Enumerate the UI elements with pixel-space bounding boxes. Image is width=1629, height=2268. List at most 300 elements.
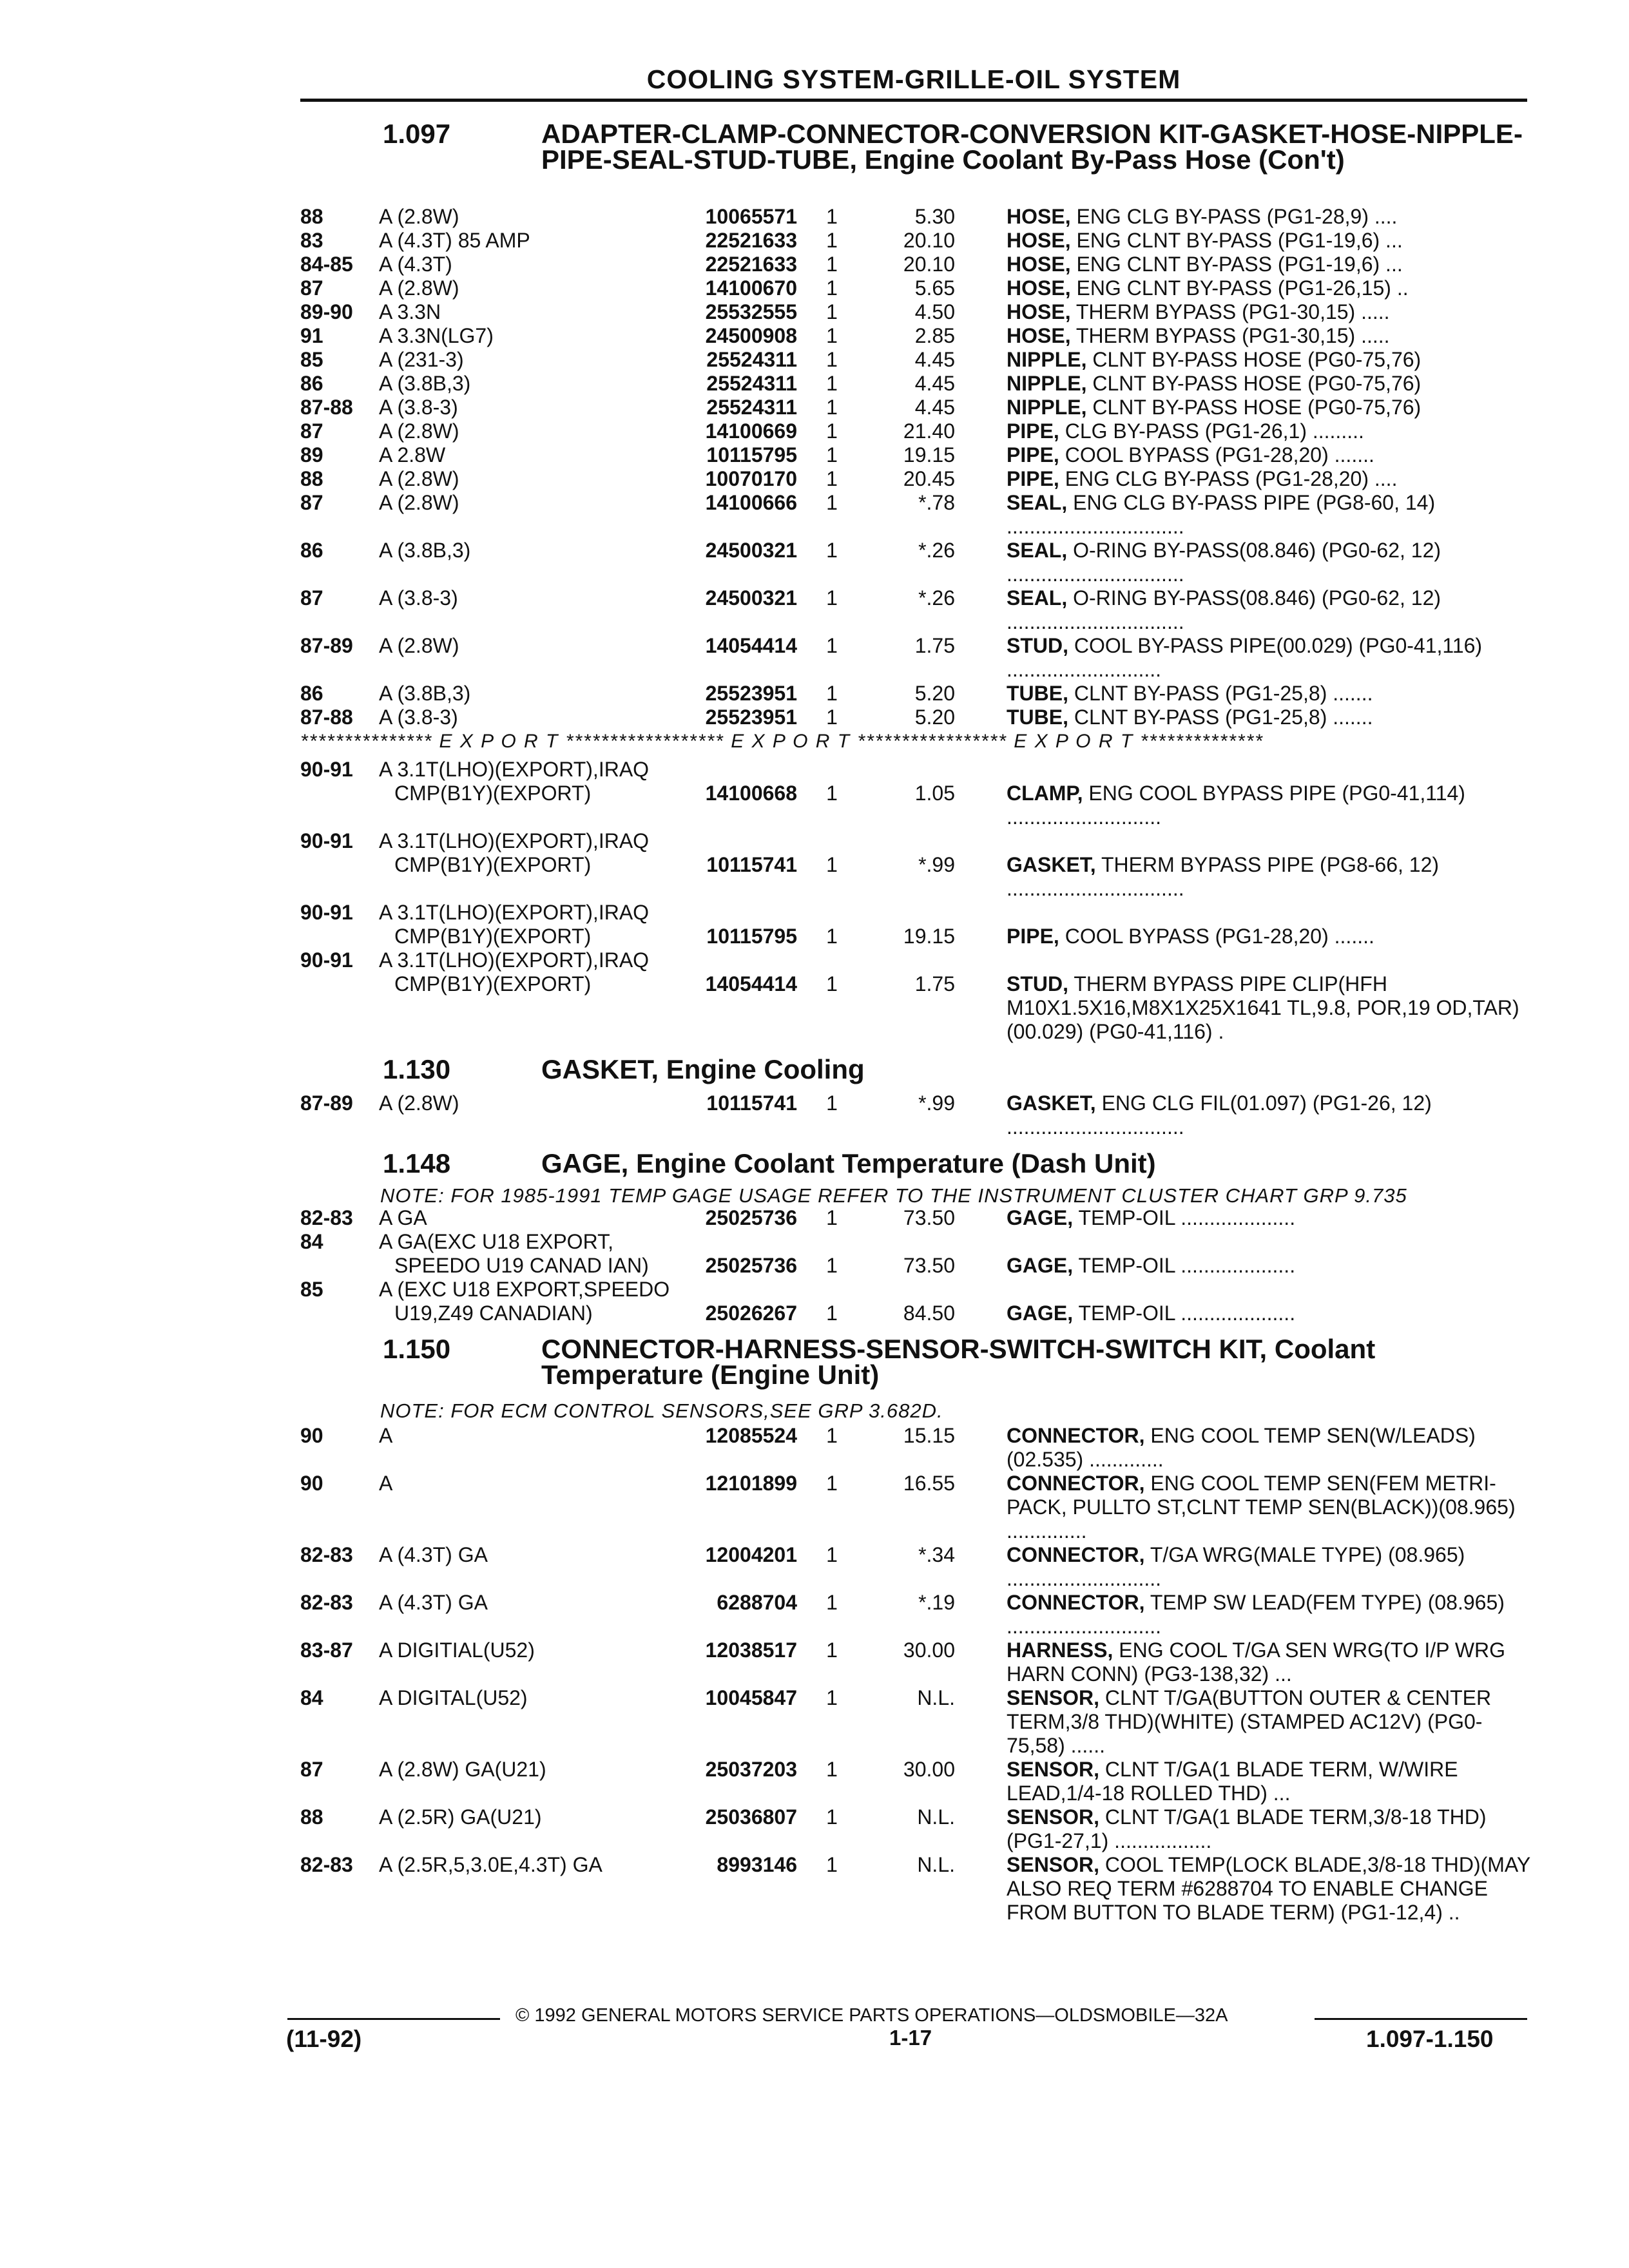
part-row xyxy=(300,348,1531,372)
quantity: 1 xyxy=(826,300,838,323)
part-number: 24500908 xyxy=(705,324,797,347)
quantity: 1 xyxy=(826,925,838,948)
model-years: 83-87 xyxy=(300,1639,353,1662)
model-years: 87-89 xyxy=(300,1091,353,1115)
quantity: 1 xyxy=(826,1805,838,1829)
part-row xyxy=(300,1543,1531,1591)
quantity: 1 xyxy=(826,1543,838,1566)
part-row xyxy=(300,1424,1531,1472)
part-name xyxy=(955,1591,1531,1639)
usage-line: A (4.3T) GA xyxy=(379,1591,488,1614)
parts-list-1097 xyxy=(300,205,1531,729)
usage-description xyxy=(379,758,678,805)
usage-description xyxy=(379,1091,678,1115)
usage-description xyxy=(379,491,678,515)
part-number: 24500321 xyxy=(705,539,797,562)
quantity: 1 xyxy=(826,467,838,490)
part-name-detail: THERM BYPASS PIPE CLIP(HFH M10X1.5X16,M8X1X25X1641 TL,9.8, POR,19 OD,TAR)(00.029) (PG0-41,116) . xyxy=(1007,972,1519,1043)
quantity: 1 xyxy=(826,782,838,805)
part-number: 25524311 xyxy=(706,348,797,371)
usage-description xyxy=(379,1278,678,1325)
price: 20.10 xyxy=(903,229,955,252)
part-number: 22521633 xyxy=(705,229,797,252)
part-number: 6288704 xyxy=(717,1591,797,1614)
part-name xyxy=(955,901,1531,948)
part-name-keyword: SENSOR, xyxy=(1007,1805,1100,1829)
price: *.19 xyxy=(918,1591,955,1614)
model-years: 85 xyxy=(300,1278,323,1301)
price: *.99 xyxy=(918,853,955,876)
quantity: 1 xyxy=(826,205,838,228)
quantity: 1 xyxy=(826,1686,838,1709)
model-years: 87-89 xyxy=(300,634,353,657)
usage-line: A (2.8W) xyxy=(379,634,459,657)
usage-description xyxy=(379,1591,678,1615)
part-name xyxy=(955,1230,1531,1278)
quantity: 1 xyxy=(826,1591,838,1614)
usage-line: CMP(B1Y)(EXPORT) xyxy=(394,925,592,948)
usage-line: A (2.8W) xyxy=(379,205,459,228)
model-years: 85 xyxy=(300,348,323,371)
usage-line: CMP(B1Y)(EXPORT) xyxy=(394,853,592,876)
part-name xyxy=(955,1278,1531,1325)
quantity: 1 xyxy=(826,1206,838,1229)
price: *.26 xyxy=(918,586,955,610)
part-name-keyword: SENSOR, xyxy=(1007,1853,1100,1876)
part-name-keyword: HOSE, xyxy=(1007,253,1071,276)
part-row xyxy=(300,706,1531,729)
part-name xyxy=(955,1853,1531,1925)
price: 5.20 xyxy=(914,682,955,705)
part-name-detail: THERM BYPASS (PG1-30,15) ..... xyxy=(1070,324,1390,347)
part-name-detail: T/GA WRG(MALE TYPE) (08.965) ........................... xyxy=(1007,1543,1465,1590)
part-name-detail: ENG CLG FIL(01.097) (PG1-26, 12) ............................... xyxy=(1007,1091,1432,1139)
price: 20.10 xyxy=(903,253,955,276)
part-name-detail: ENG CLG BY-PASS PIPE (PG8-60, 14) ............................... xyxy=(1007,491,1436,538)
quantity: 1 xyxy=(826,682,838,705)
part-name-detail: CLNT BY-PASS HOSE (PG0-75,76) xyxy=(1086,396,1422,419)
part-name-keyword: CLAMP, xyxy=(1007,782,1083,805)
part-number: 25523951 xyxy=(705,682,797,705)
part-name-keyword: STUD, xyxy=(1007,634,1068,657)
model-years: 90-91 xyxy=(300,948,353,972)
part-number: 25025736 xyxy=(705,1254,797,1277)
part-name xyxy=(955,491,1531,539)
section-number: 1.130 xyxy=(383,1054,451,1084)
usage-line: A GA xyxy=(379,1206,427,1229)
part-row xyxy=(300,253,1531,276)
usage-line: A (4.3T) 85 AMP xyxy=(379,229,530,252)
price: N.L. xyxy=(917,1686,955,1709)
part-name-detail: COOL BYPASS (PG1-28,20) ....... xyxy=(1059,925,1374,948)
part-name-detail: TEMP-OIL .................... xyxy=(1073,1206,1296,1229)
part-row xyxy=(300,300,1531,324)
part-row xyxy=(300,829,1531,901)
usage-line: A (2.8W) xyxy=(379,1091,459,1115)
price: 4.45 xyxy=(914,372,955,395)
part-number: 24500321 xyxy=(705,586,797,610)
part-name-detail: TEMP SW LEAD(FEM TYPE) (08.965) ........................... xyxy=(1007,1591,1505,1638)
part-name xyxy=(955,348,1531,372)
usage-line: A DIGITAL(U52) xyxy=(379,1686,528,1709)
usage-line: A (3.8-3) xyxy=(379,396,458,419)
part-number: 14100666 xyxy=(705,491,797,514)
quantity: 1 xyxy=(826,853,838,876)
part-name-keyword: GASKET, xyxy=(1007,853,1096,876)
part-name-detail: ENG CLNT BY-PASS (PG1-19,6) ... xyxy=(1070,229,1403,252)
part-name xyxy=(955,1758,1531,1805)
quantity: 1 xyxy=(826,324,838,347)
export-banner: *************** E X P O R T ****************** E X P O R T ***************** E X P O R T ************** xyxy=(300,731,1264,752)
part-name xyxy=(955,829,1531,901)
usage-line: A (3.8B,3) xyxy=(379,682,471,705)
model-years: 87-88 xyxy=(300,396,353,419)
part-row xyxy=(300,539,1531,586)
part-number: 10115795 xyxy=(706,443,797,466)
usage-line: A (3.8B,3) xyxy=(379,539,471,562)
part-name xyxy=(955,1543,1531,1591)
usage-description xyxy=(379,1230,678,1278)
part-row xyxy=(300,1758,1531,1805)
note-1148: NOTE: FOR 1985-1991 TEMP GAGE USAGE REFER TO THE INSTRUMENT CLUSTER CHART GRP 9.735 xyxy=(380,1184,1407,1207)
quantity: 1 xyxy=(826,972,838,995)
part-number: 25532555 xyxy=(705,300,797,323)
part-number: 12038517 xyxy=(705,1639,797,1662)
usage-line: A 3.1T(LHO)(EXPORT),IRAQ xyxy=(379,948,650,972)
part-row xyxy=(300,443,1531,467)
quantity: 1 xyxy=(826,1091,838,1115)
part-number: 25036807 xyxy=(705,1805,797,1829)
price: 1.75 xyxy=(914,972,955,995)
part-name-detail: THERM BYPASS (PG1-30,15) ..... xyxy=(1070,300,1390,323)
quantity: 1 xyxy=(826,1853,838,1876)
usage-description xyxy=(379,205,678,229)
part-row xyxy=(300,1230,1531,1278)
part-name-keyword: CONNECTOR, xyxy=(1007,1543,1145,1566)
model-years: 87-88 xyxy=(300,706,353,729)
part-name-detail: ENG CLNT BY-PASS (PG1-19,6) ... xyxy=(1070,253,1403,276)
model-years: 89 xyxy=(300,443,323,466)
part-number: 14100670 xyxy=(705,276,797,300)
part-row xyxy=(300,586,1531,634)
quantity: 1 xyxy=(826,396,838,419)
part-name-keyword: SEAL, xyxy=(1007,586,1068,610)
usage-description xyxy=(379,1472,678,1495)
part-row xyxy=(300,758,1531,829)
usage-description xyxy=(379,467,678,491)
price: 1.75 xyxy=(914,634,955,657)
part-name-keyword: SENSOR, xyxy=(1007,1758,1100,1781)
part-name xyxy=(955,1639,1531,1686)
part-name-keyword: SEAL, xyxy=(1007,539,1068,562)
price: 5.20 xyxy=(914,706,955,729)
footer-rule-right xyxy=(1315,2018,1527,2020)
price: N.L. xyxy=(917,1853,955,1876)
part-row xyxy=(300,396,1531,419)
part-name-keyword: HOSE, xyxy=(1007,205,1071,228)
usage-description xyxy=(379,229,678,253)
section-title: ADAPTER-CLAMP-CONNECTOR-CONVERSION KIT-GASKET-HOSE-NIPPLE-PIPE-SEAL-STUD-TUBE, Engine Coolant By-Pass Hose (Con't) xyxy=(541,119,1523,175)
usage-description xyxy=(379,396,678,419)
part-name xyxy=(955,1805,1531,1853)
model-years: 82-83 xyxy=(300,1206,353,1229)
model-years: 82-83 xyxy=(300,1853,353,1876)
model-years: 88 xyxy=(300,1805,323,1829)
part-name-keyword: NIPPLE, xyxy=(1007,396,1087,419)
part-name xyxy=(955,300,1531,324)
part-number: 25524311 xyxy=(706,396,797,419)
usage-description xyxy=(379,419,678,443)
part-name xyxy=(955,205,1531,229)
usage-description xyxy=(379,539,678,562)
note-1150: NOTE: FOR ECM CONTROL SENSORS,SEE GRP 3.682D. xyxy=(380,1399,943,1422)
model-years: 90-91 xyxy=(300,901,353,924)
price: 4.45 xyxy=(914,396,955,419)
usage-description xyxy=(379,1543,678,1567)
parts-list-1150 xyxy=(300,1424,1531,1925)
model-years: 88 xyxy=(300,205,323,228)
usage-line: A (2.8W) xyxy=(379,276,459,300)
part-number: 10070170 xyxy=(705,467,797,490)
part-name xyxy=(955,758,1531,829)
quantity: 1 xyxy=(826,443,838,466)
part-name-keyword: NIPPLE, xyxy=(1007,348,1087,371)
footer-copyright: © 1992 GENERAL MOTORS SERVICE PARTS OPERATIONS—OLDSMOBILE—32A xyxy=(516,2005,1228,2026)
quantity: 1 xyxy=(826,229,838,252)
price: *.26 xyxy=(918,539,955,562)
part-name-detail: ENG COOL BYPASS PIPE (PG0-41,114) ........................... xyxy=(1007,782,1465,829)
model-years: 89-90 xyxy=(300,300,353,323)
part-name-detail: ENG CLG BY-PASS (PG1-28,20) .... xyxy=(1059,467,1398,490)
part-number: 12004201 xyxy=(705,1543,797,1566)
usage-description xyxy=(379,1424,678,1448)
part-name xyxy=(955,706,1531,729)
part-name xyxy=(955,324,1531,348)
usage-description xyxy=(379,948,678,996)
usage-line: A 2.8W xyxy=(379,443,446,466)
model-years: 82-83 xyxy=(300,1543,353,1566)
usage-description xyxy=(379,1686,678,1710)
part-name-detail: CLNT T/GA(1 BLADE TERM,3/8-18 THD) (PG1-27,1) ................. xyxy=(1007,1805,1487,1852)
part-name-keyword: TUBE, xyxy=(1007,682,1068,705)
page-header: COOLING SYSTEM-GRILLE-OIL SYSTEM xyxy=(300,64,1527,102)
part-name-detail: CLNT BY-PASS HOSE (PG0-75,76) xyxy=(1086,372,1422,395)
usage-description xyxy=(379,253,678,276)
usage-line: A GA(EXC U18 EXPORT, xyxy=(379,1230,613,1253)
usage-description xyxy=(379,901,678,948)
part-row xyxy=(300,1805,1531,1853)
quantity: 1 xyxy=(826,372,838,395)
part-row xyxy=(300,1639,1531,1686)
model-years: 90-91 xyxy=(300,758,353,781)
part-name-keyword: PIPE, xyxy=(1007,925,1059,948)
part-row xyxy=(300,491,1531,539)
usage-line: A 3.3N xyxy=(379,300,441,323)
part-name-keyword: HOSE, xyxy=(1007,276,1071,300)
parts-list-1148 xyxy=(300,1206,1531,1325)
part-number: 25025736 xyxy=(705,1206,797,1229)
quantity: 1 xyxy=(826,586,838,610)
usage-description xyxy=(379,324,678,348)
usage-description xyxy=(379,443,678,467)
section-1148-heading xyxy=(303,1148,1527,1178)
price: 5.65 xyxy=(914,276,955,300)
usage-line: A (3.8-3) xyxy=(379,586,458,610)
part-name xyxy=(955,276,1531,300)
part-row xyxy=(300,1472,1531,1543)
part-row xyxy=(300,372,1531,396)
price: 19.15 xyxy=(903,925,955,948)
price: 1.05 xyxy=(914,782,955,805)
part-name xyxy=(955,372,1531,396)
part-row xyxy=(300,467,1531,491)
part-name xyxy=(955,634,1531,682)
part-name xyxy=(955,1206,1531,1230)
part-name xyxy=(955,1686,1531,1758)
usage-line: A (231-3) xyxy=(379,348,464,371)
part-name xyxy=(955,1424,1531,1472)
usage-line: A (3.8B,3) xyxy=(379,372,471,395)
part-name-detail: TEMP-OIL .................... xyxy=(1073,1254,1296,1277)
quantity: 1 xyxy=(826,1472,838,1495)
part-name-detail: O-RING BY-PASS(08.846) (PG0-62, 12) ............................... xyxy=(1007,539,1441,586)
part-row xyxy=(300,1091,1531,1139)
quantity: 1 xyxy=(826,491,838,514)
model-years: 84 xyxy=(300,1686,323,1709)
part-number: 25037203 xyxy=(705,1758,797,1781)
part-row xyxy=(300,634,1531,682)
part-name-keyword: CONNECTOR, xyxy=(1007,1591,1145,1614)
footer-date: (11-92) xyxy=(286,2026,362,2052)
part-name-keyword: STUD, xyxy=(1007,972,1068,995)
part-row xyxy=(300,1686,1531,1758)
part-name-detail: CLNT BY-PASS (PG1-25,8) ....... xyxy=(1068,706,1373,729)
part-name-keyword: CONNECTOR, xyxy=(1007,1472,1145,1495)
section-1130-heading xyxy=(303,1054,1527,1084)
part-row xyxy=(300,1206,1531,1230)
price: 15.15 xyxy=(903,1424,955,1447)
section-title: GAGE, Engine Coolant Temperature (Dash Unit) xyxy=(541,1148,1156,1178)
part-number: 8993146 xyxy=(717,1853,797,1876)
section-title: CONNECTOR-HARNESS-SENSOR-SWITCH-SWITCH KIT, Coolant Temperature (Engine Unit) xyxy=(541,1334,1376,1390)
model-years: 90 xyxy=(300,1424,323,1447)
part-name xyxy=(955,1091,1531,1139)
part-name-keyword: NIPPLE, xyxy=(1007,372,1087,395)
part-name-detail: ENG CLG BY-PASS (PG1-28,9) .... xyxy=(1070,205,1398,228)
model-years: 87 xyxy=(300,276,323,300)
part-row xyxy=(300,1591,1531,1639)
usage-line: A 3.3N(LG7) xyxy=(379,324,494,347)
part-name-detail: ENG COOL TEMP SEN(W/LEADS)(02.535) ............. xyxy=(1007,1424,1476,1471)
price: *.78 xyxy=(918,491,955,514)
part-row xyxy=(300,205,1531,229)
model-years: 88 xyxy=(300,467,323,490)
part-name-detail: CLNT BY-PASS HOSE (PG0-75,76) xyxy=(1086,348,1422,371)
footer-range: 1.097-1.150 xyxy=(1366,2026,1494,2052)
part-name xyxy=(955,948,1531,1044)
part-number: 14054414 xyxy=(705,972,797,995)
part-number: 10045847 xyxy=(705,1686,797,1709)
part-name-keyword: GAGE, xyxy=(1007,1206,1074,1229)
price: 30.00 xyxy=(903,1758,955,1781)
usage-description xyxy=(379,1758,678,1782)
usage-line: CMP(B1Y)(EXPORT) xyxy=(394,972,592,995)
part-row xyxy=(300,682,1531,706)
quantity: 1 xyxy=(826,419,838,443)
model-years: 86 xyxy=(300,539,323,562)
price: 21.40 xyxy=(903,419,955,443)
part-row xyxy=(300,1278,1531,1325)
part-name-detail: ENG CLNT BY-PASS (PG1-26,15) .. xyxy=(1070,276,1409,300)
part-name-keyword: PIPE, xyxy=(1007,419,1059,443)
usage-description xyxy=(379,829,678,877)
part-number: 25026267 xyxy=(705,1302,797,1325)
price: 5.30 xyxy=(914,205,955,228)
usage-line: SPEEDO U19 CANAD IAN) xyxy=(394,1254,649,1277)
model-years: 86 xyxy=(300,682,323,705)
part-number: 12101899 xyxy=(705,1472,797,1495)
part-name xyxy=(955,586,1531,634)
model-years: 90 xyxy=(300,1472,323,1495)
price: 4.45 xyxy=(914,348,955,371)
parts-list-export xyxy=(300,758,1531,1044)
usage-line: A 3.1T(LHO)(EXPORT),IRAQ xyxy=(379,901,650,924)
price: 20.45 xyxy=(903,467,955,490)
part-name-detail: ENG COOL TEMP SEN(FEM METRI-PACK, PULLTO ST,CLNT TEMP SEN(BLACK))(08.965) .............. xyxy=(1007,1472,1516,1542)
model-years: 90-91 xyxy=(300,829,353,852)
part-number: 14054414 xyxy=(705,634,797,657)
price: *.99 xyxy=(918,1091,955,1115)
usage-line: CMP(B1Y)(EXPORT) xyxy=(394,782,592,805)
part-name-keyword: GASKET, xyxy=(1007,1091,1096,1115)
usage-description xyxy=(379,1853,678,1877)
part-name-detail: COOL BYPASS (PG1-28,20) ....... xyxy=(1059,443,1374,466)
model-years: 82-83 xyxy=(300,1591,353,1614)
part-row xyxy=(300,948,1531,1044)
part-number: 10115741 xyxy=(706,853,797,876)
part-row xyxy=(300,229,1531,253)
quantity: 1 xyxy=(826,1639,838,1662)
usage-line: A xyxy=(379,1472,393,1495)
part-name-keyword: GAGE, xyxy=(1007,1254,1074,1277)
part-name xyxy=(955,539,1531,586)
model-years: 87 xyxy=(300,1758,323,1781)
part-number: 14100669 xyxy=(705,419,797,443)
usage-description xyxy=(379,348,678,372)
part-name-keyword: PIPE, xyxy=(1007,467,1059,490)
model-years: 87 xyxy=(300,419,323,443)
model-years: 91 xyxy=(300,324,323,347)
part-name-keyword: CONNECTOR, xyxy=(1007,1424,1145,1447)
part-name-detail: THERM BYPASS PIPE (PG8-66, 12) ............................... xyxy=(1007,853,1440,900)
usage-line: A (4.3T) xyxy=(379,253,452,276)
part-number: 10115741 xyxy=(706,1091,797,1115)
part-name xyxy=(955,443,1531,467)
part-row xyxy=(300,1853,1531,1925)
quantity: 1 xyxy=(826,1424,838,1447)
part-number: 10115795 xyxy=(706,925,797,948)
usage-description xyxy=(379,706,678,729)
usage-description xyxy=(379,586,678,610)
part-name-detail: TEMP-OIL .................... xyxy=(1073,1302,1296,1325)
usage-line: A (EXC U18 EXPORT,SPEEDO xyxy=(379,1278,670,1301)
price: 73.50 xyxy=(903,1254,955,1277)
price: N.L. xyxy=(917,1805,955,1829)
usage-description xyxy=(379,300,678,324)
model-years: 87 xyxy=(300,586,323,610)
usage-description xyxy=(379,682,678,706)
price: 73.50 xyxy=(903,1206,955,1229)
